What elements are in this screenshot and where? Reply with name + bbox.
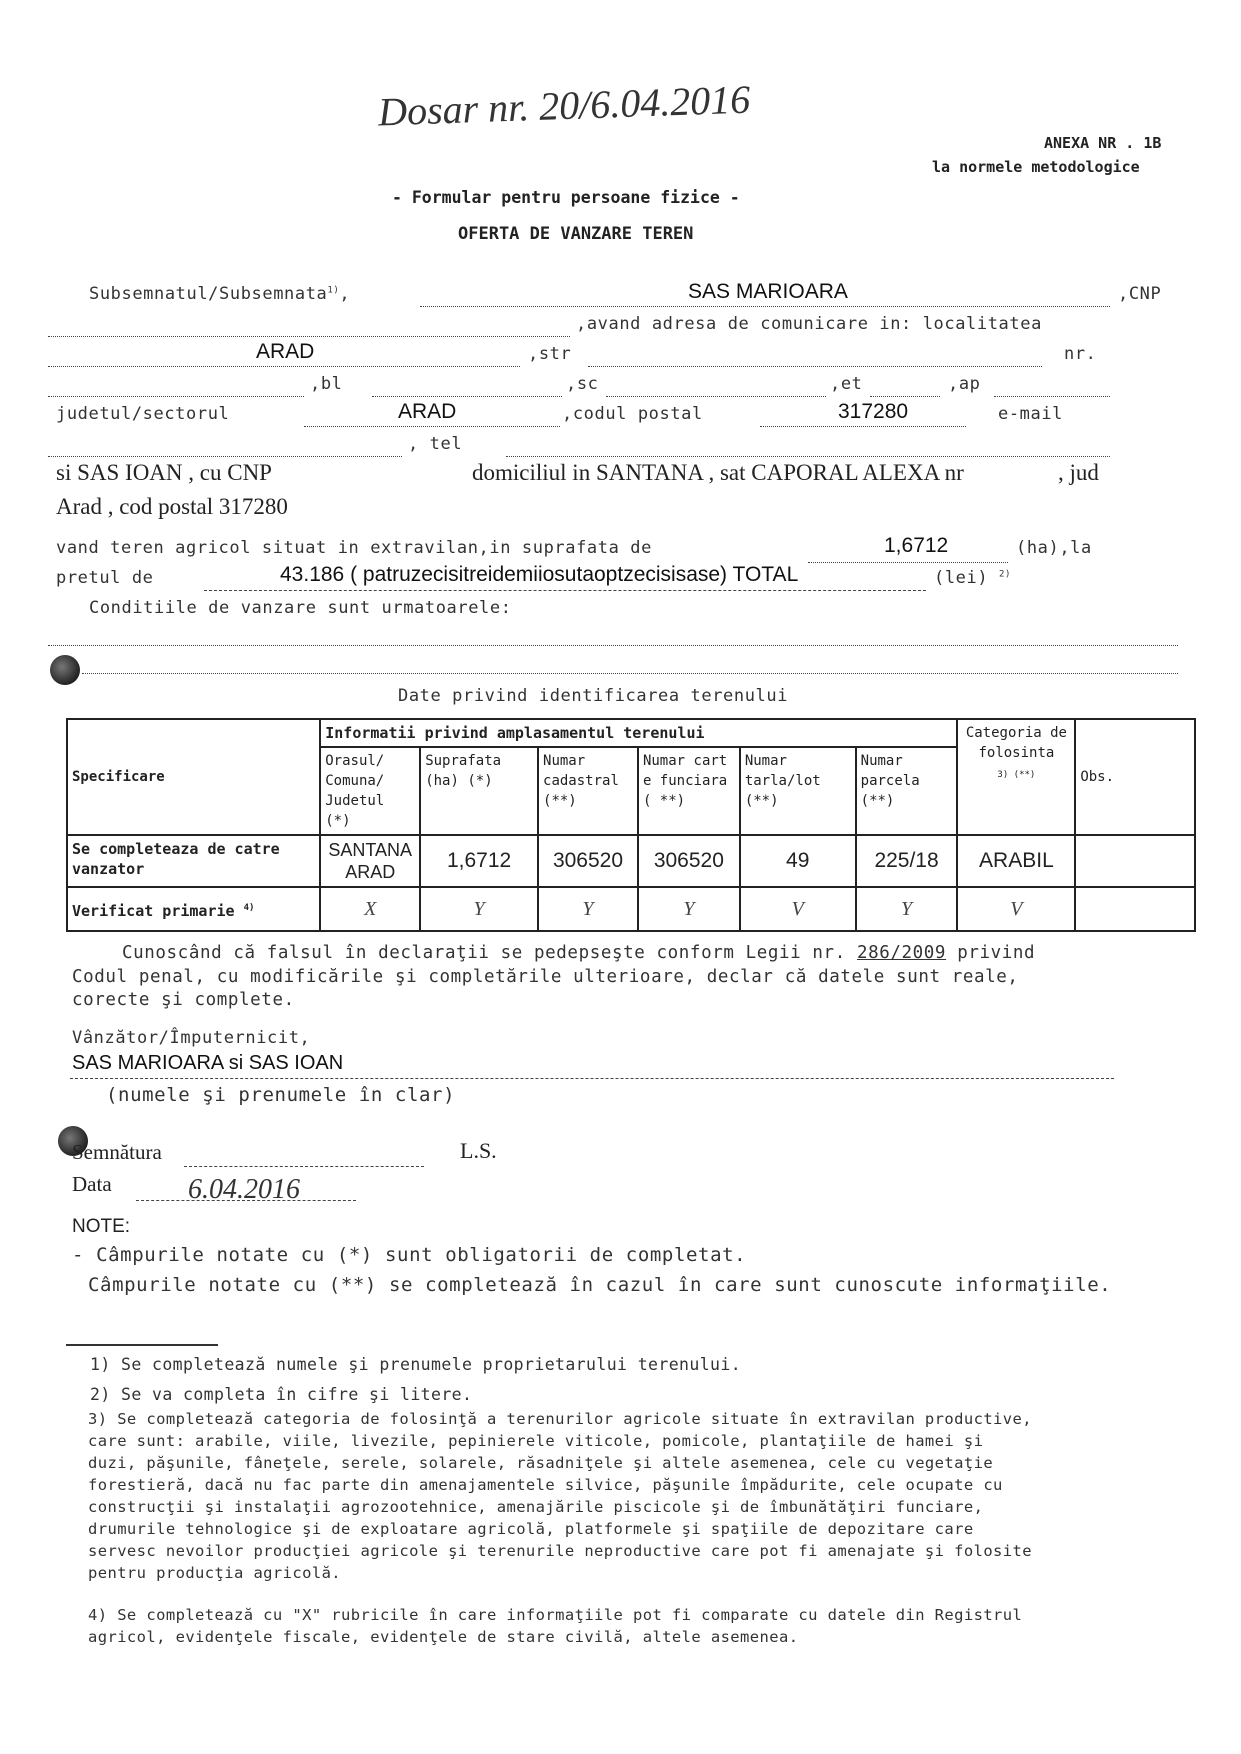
footnote-ref-4: 4) xyxy=(243,902,255,913)
declaration-text-a: Cunoscând că falsul în declaraţii se pedepseşte conform Legii nr. xyxy=(122,943,846,963)
pret-label: pretul de xyxy=(56,568,154,588)
footnote-divider xyxy=(66,1344,218,1346)
check-tarla[interactable]: V xyxy=(740,887,856,931)
subsemnatul-value[interactable]: SAS MARIOARA xyxy=(688,280,848,303)
cell-categoria[interactable]: ARABIL xyxy=(957,835,1075,887)
note-1: - Câmpurile notate cu (*) sunt obligatorii de completat. xyxy=(72,1244,747,1266)
header-suprafata: Suprafata (ha) (*) xyxy=(420,747,538,835)
bl-label: ,bl xyxy=(310,374,343,394)
header-categoria-text: Categoria de folosinta xyxy=(965,725,1067,761)
row-vanzator-label: Se completeaza de catre vanzator xyxy=(67,835,320,887)
check-parcela[interactable]: Y xyxy=(856,887,958,931)
second-owner-jud: , jud xyxy=(1058,460,1099,485)
footnote-4-line: agricol, evidenţele fiscale, evidenţele de stare civilă, altele asemenea. xyxy=(88,1628,799,1646)
second-owner-line: si SAS IOAN , cu CNP xyxy=(56,460,272,485)
check-orasul[interactable]: X xyxy=(320,887,420,931)
cell-suprafata[interactable]: 1,6712 xyxy=(420,835,538,887)
header-categoria-sup: 3) (**) xyxy=(997,770,1036,780)
footnote-3 xyxy=(88,1408,1032,1584)
address-label: ,avand adresa de comunicare in: localitatea xyxy=(576,314,1042,334)
declaration-text-b: privind xyxy=(957,943,1036,963)
check-cadastral[interactable]: Y xyxy=(538,887,638,931)
ha-label: (ha),la xyxy=(1016,538,1092,558)
check-suprafata[interactable]: Y xyxy=(420,887,538,931)
pret-value[interactable]: 43.186 ( patruzecisitreidemiiosutaoptzecisisase) TOTAL xyxy=(280,563,799,586)
cell-parcela[interactable]: 225/18 xyxy=(856,835,958,887)
declaration-line-1 xyxy=(122,943,1035,963)
row-primarie-label xyxy=(67,887,320,931)
annex-number: ANEXA NR . 1B xyxy=(1044,134,1162,152)
second-owner-postal: Arad , cod postal 317280 xyxy=(56,494,288,519)
cnp-label: ,CNP xyxy=(1118,284,1162,304)
subsemnatul-label: Subsemnatul/Subsemnata$^{1)}$, xyxy=(89,284,351,304)
footnote-3-line: care sunt: arabile, viile, livezile, pepinierele viticole, pomicole, plantaţiile de hamei şi xyxy=(88,1432,984,1450)
str-label: ,str xyxy=(528,344,572,364)
table-row xyxy=(67,835,1195,887)
header-obs: Obs. xyxy=(1075,719,1195,835)
header-parcela: Numar parcela (**) xyxy=(856,747,958,835)
lei-text: (lei) xyxy=(934,568,989,588)
table-row xyxy=(67,887,1195,931)
check-categoria[interactable]: V xyxy=(957,887,1075,931)
cell-orasul[interactable] xyxy=(320,835,420,887)
land-identification-table xyxy=(66,718,1196,932)
footnote-2: 2) Se va completa în cifre şi litere. xyxy=(90,1385,473,1404)
cell-orasul-city: SANTANA xyxy=(328,840,413,860)
header-group: Informatii privind amplasamentul terenului xyxy=(320,719,957,747)
law-number: 286/2009 xyxy=(856,943,947,963)
cod-postal-label: ,codul postal xyxy=(562,404,703,424)
nr-label: nr. xyxy=(1064,344,1097,364)
signer-label: Vânzător/Împuternicit, xyxy=(72,1028,311,1048)
footnote-4 xyxy=(88,1604,1022,1648)
header-specificare: Specificare xyxy=(67,719,320,835)
suprafata-value[interactable]: 1,6712 xyxy=(884,534,949,557)
form-subtitle: - Formular pentru persoane fizice - xyxy=(392,188,740,207)
sc-label: ,sc xyxy=(566,374,599,394)
cell-carte[interactable]: 306520 xyxy=(638,835,740,887)
punch-hole-mark xyxy=(50,655,80,685)
footnote-3-line: construcţii şi instalaţii agrozootehnice, amenajările piscicole şi de îmbunătăţiri funciare, xyxy=(88,1498,984,1516)
et-label: ,et xyxy=(830,374,863,394)
declaration-line-2: Codul penal, cu modificările şi completările ulterioare, declar că datele sunt reale, xyxy=(72,967,1019,987)
cell-cadastral[interactable]: 306520 xyxy=(538,835,638,887)
table-caption: Date privind identificarea terenului xyxy=(398,686,789,706)
header-cadastral: Numar cadastral (**) xyxy=(538,747,638,835)
signer-hint: (numele şi prenumele în clar) xyxy=(106,1084,456,1106)
header-tarla: Numar tarla/lot (**) xyxy=(740,747,856,835)
annex-subtitle: la normele metodologice xyxy=(932,158,1140,176)
ap-label: ,ap xyxy=(948,374,981,394)
handwritten-file-number: Dosar nr. 20/6.04.2016 xyxy=(377,76,751,135)
footnote-ref-2: 2) xyxy=(999,569,1012,580)
declaration-line-3: corecte şi complete. xyxy=(72,990,295,1010)
judet-value[interactable]: ARAD xyxy=(398,400,457,423)
ls-stamp-label: L.S. xyxy=(460,1138,497,1163)
header-orasul: Orasul/ Comuna/ Judetul (*) xyxy=(320,747,420,835)
footnote-3-line: 3) Se completează categoria de folosinţă a terenurilor agricole situate în extravilan productive, xyxy=(88,1410,1032,1428)
signer-name[interactable]: SAS MARIOARA si SAS IOAN xyxy=(72,1052,344,1074)
semnatura-label: Semnătura xyxy=(72,1140,162,1164)
conditii-label: Conditiile de vanzare sunt urmatoarele: xyxy=(89,598,512,618)
data-label: Data xyxy=(72,1172,112,1196)
tel-label: , tel xyxy=(408,434,463,454)
header-categoria xyxy=(957,719,1075,835)
cell-orasul-county: ARAD xyxy=(345,862,396,882)
check-carte[interactable]: Y xyxy=(638,887,740,931)
email-label: e-mail xyxy=(998,404,1064,424)
note-2: Câmpurile notate cu (**) se completează în cazul în care sunt cunoscute informaţiile. xyxy=(88,1274,1112,1296)
vand-label: vand teren agricol situat in extravilan,in suprafata de xyxy=(56,538,652,558)
data-value[interactable]: 6.04.2016 xyxy=(188,1174,300,1205)
footnote-ref-1: 1) xyxy=(327,285,340,296)
footnote-3-line: servesc nevoilor producţiei agricole şi terenurile neproductive care pot fi amenajate şi folosite xyxy=(88,1542,1032,1560)
footnote-1: 1) Se completează numele şi prenumele proprietarului terenului. xyxy=(90,1355,742,1374)
second-owner-address: domiciliul in SANTANA , sat CAPORAL ALEXA nr xyxy=(472,460,964,485)
header-carte: Numar carte funciara( **) xyxy=(638,747,740,835)
cell-tarla[interactable]: 49 xyxy=(740,835,856,887)
footnote-3-line: drumurile tehnologice şi de exploatare agricolă, platformele şi spaţiile de depozitare care xyxy=(88,1520,974,1538)
localitate-value[interactable]: ARAD xyxy=(256,340,315,363)
page-title: OFERTA DE VANZARE TEREN xyxy=(458,224,694,244)
cod-postal-value[interactable]: 317280 xyxy=(838,400,909,423)
footnote-3-line: duzi, păşunile, fâneţele, serele, solarele, răsadniţele şi altele asemenea, cele cu vegetaţie xyxy=(88,1454,994,1472)
row-primarie-text: Verificat primarie xyxy=(72,901,235,920)
cell-obs[interactable] xyxy=(1075,835,1195,887)
notes-heading: NOTE: xyxy=(72,1216,131,1237)
footnote-3-line: forestieră, dacă nu fac parte din amenajamentele silvice, păşunile împădurite, cele ocupate cu xyxy=(88,1476,1003,1494)
footnote-4-line: 4) Se completează cu "X" rubricile în care informaţiile pot fi comparate cu datele din Registrul xyxy=(88,1606,1023,1624)
footnote-3-line: pentru producţia agricolă. xyxy=(88,1564,342,1582)
lei-label xyxy=(934,568,1011,588)
judet-label: judetul/sectorul xyxy=(56,404,230,424)
subsemnatul-text: Subsemnatul/Subsemnata xyxy=(89,284,328,304)
check-obs[interactable] xyxy=(1075,887,1195,931)
